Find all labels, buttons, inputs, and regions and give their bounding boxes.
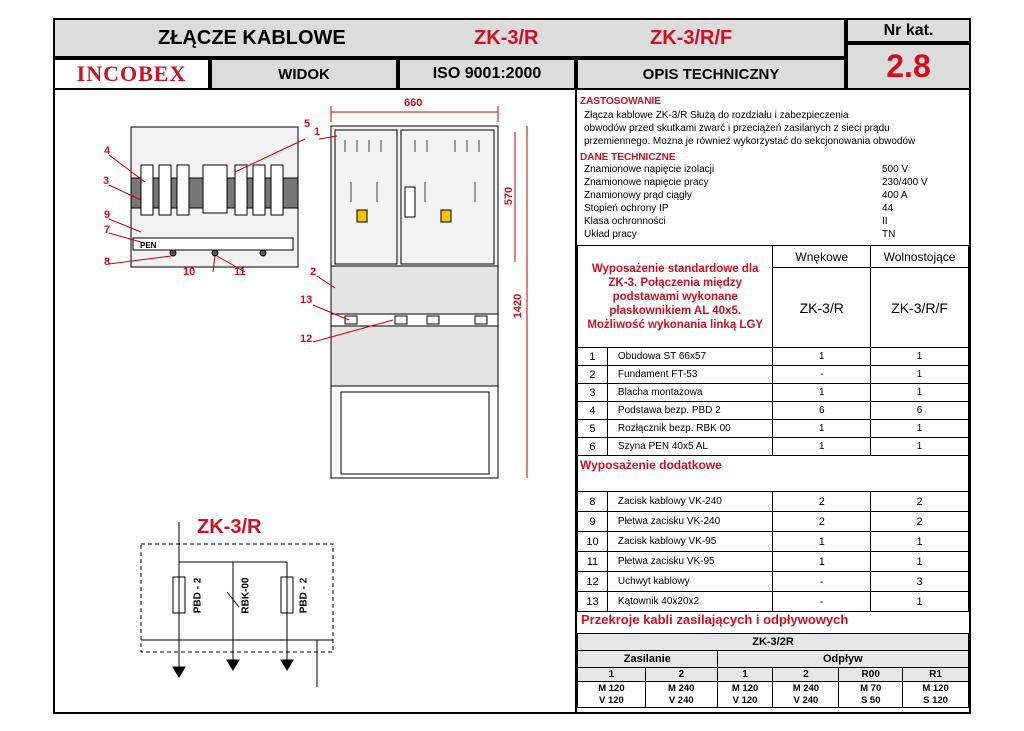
spec-name: Układ pracy — [584, 229, 637, 240]
row-name: Uchwyt kablowy — [607, 572, 772, 592]
row-no: 4 — [578, 402, 608, 420]
table-row — [578, 552, 969, 572]
spec-value: 230/400 V — [882, 177, 928, 188]
header-model-1: ZK-3/R — [474, 27, 539, 49]
cable-value: M 120 — [922, 682, 949, 694]
row-b: 1 — [871, 420, 969, 438]
table-row — [578, 492, 969, 512]
dim-upper: 570 — [503, 186, 516, 206]
incobex-logo: INCOBEX — [76, 61, 187, 86]
row-name: Fundament FT-53 — [607, 366, 772, 384]
cable-value: V 240 — [668, 694, 694, 706]
spec-row — [584, 216, 964, 229]
spec-name: Stopień ochrony IP — [584, 203, 669, 214]
standard-equipment-desc: Wyposażenie standardowe dla ZK-3. Połączenia między podstawami wykonane płaskownikiem AL 40x5. Możliwość wykonania linką LGY — [587, 262, 764, 331]
callout-3: 3 — [103, 175, 110, 187]
callout-10: 10 — [183, 266, 196, 278]
callout-4: 4 — [104, 145, 111, 157]
technical-heading: DANE TECHNICZNE — [580, 152, 676, 163]
application-line-1: Złącza kablowe ZK-3/R Służą do rozdziału i zabezpieczenia — [584, 110, 849, 121]
row-name: Zacisk kablowy VK-240 — [607, 492, 772, 512]
row-no: 10 — [578, 532, 608, 552]
callout-9: 9 — [104, 209, 111, 221]
spec-value: TN — [882, 229, 896, 240]
callout-2: 2 — [310, 266, 317, 278]
row-b: 2 — [871, 512, 969, 532]
row-b: 1 — [871, 438, 969, 456]
schema-label-pbd-left: PBD - 2 — [192, 577, 204, 614]
row-name: Zacisk kablowy VK-95 — [607, 532, 772, 552]
row-b: 6 — [871, 402, 969, 420]
cable-cell — [773, 682, 839, 708]
extra-equipment-heading-cell — [578, 456, 969, 492]
cables-model-cell — [578, 634, 969, 651]
cable-col-header: R00 — [839, 668, 903, 682]
callout-13: 13 — [300, 294, 313, 306]
cables-group-supply — [578, 651, 718, 668]
technical-drawing — [55, 92, 573, 712]
dim-total: 1420 — [512, 293, 525, 319]
view-label: WIDOK — [278, 65, 330, 83]
header-model-2: ZK-3/R/F — [650, 27, 733, 49]
table-row — [578, 512, 969, 532]
row-name: Obudowa ST 66x57 — [607, 348, 772, 366]
row-name: Podstawa bezp. PBD 2 — [607, 402, 772, 420]
table-row — [578, 384, 969, 402]
row-b: 1 — [871, 348, 969, 366]
table-row — [578, 348, 969, 366]
row-name: Szyna PEN 40x5 AL — [607, 438, 772, 456]
row-name: Płetwa zacisku VK-95 — [607, 552, 772, 572]
callout-7: 7 — [104, 224, 111, 236]
model-zk3r — [773, 268, 871, 348]
cables-table — [577, 633, 969, 708]
cables-group-outlet — [717, 651, 968, 668]
row-b: 2 — [871, 492, 969, 512]
standard-equipment-text — [578, 246, 773, 348]
cable-col-header: R1 — [903, 668, 969, 682]
row-a: - — [773, 572, 871, 592]
row-a: - — [773, 366, 871, 384]
row-no: 9 — [578, 512, 608, 532]
schema-label-pbd-right: PBD - 2 — [298, 577, 310, 614]
callout-5: 5 — [304, 118, 311, 130]
row-b: 1 — [871, 366, 969, 384]
row-no: 1 — [578, 348, 608, 366]
row-b: 1 — [871, 592, 969, 612]
iso-label: ISO 9001:2000 — [432, 65, 542, 82]
cable-value: M 120 — [731, 682, 759, 694]
row-a: 1 — [773, 438, 871, 456]
spec-value: 400 A — [882, 190, 908, 201]
table-row — [578, 366, 969, 384]
row-a: 2 — [773, 512, 871, 532]
row-a: 1 — [773, 532, 871, 552]
cable-cell — [717, 682, 773, 708]
row-name: Kątownik 40x20x2 — [607, 592, 772, 612]
spec-name: Znamionowe napięcie izolacji — [584, 164, 715, 175]
pen-label: PEN — [140, 241, 157, 250]
header-title: ZŁĄCZE KABLOWE — [158, 27, 346, 49]
model-zk3rf — [871, 268, 969, 348]
cable-cell — [839, 682, 903, 708]
spec-row — [584, 203, 964, 216]
application-line-2: obwodów przed skutkami zwarć i przeciążeń zasilanych z sieci prądu — [584, 123, 890, 134]
equipment-table — [577, 245, 969, 612]
spec-row — [584, 229, 964, 242]
spec-name: Znamionowy prąd ciągły — [584, 190, 692, 201]
model-label: ZK-3/R/F — [891, 299, 948, 316]
spec-row — [584, 190, 964, 203]
spec-row — [584, 164, 964, 177]
callout-11: 11 — [234, 266, 246, 278]
cable-col-header: 1 — [717, 668, 773, 682]
catalog-label-cell — [846, 18, 971, 43]
col-header-wnekowe — [773, 246, 871, 268]
catalog-label: Nr kat. — [883, 21, 934, 39]
row-no: 6 — [578, 438, 608, 456]
spec-value: 44 — [882, 203, 894, 214]
row-a: 1 — [773, 348, 871, 366]
table-row — [578, 420, 969, 438]
row-no: 8 — [578, 492, 608, 512]
cables-heading: Przekroje kabli zasilających i odpływowych — [581, 612, 849, 627]
row-b: 3 — [871, 572, 969, 592]
cable-value: M 240 — [792, 682, 820, 694]
row-a: 2 — [773, 492, 871, 512]
table-row — [578, 532, 969, 552]
cable-cell — [645, 682, 717, 708]
cable-value: S 50 — [860, 694, 881, 706]
cable-value: M 120 — [598, 682, 625, 694]
catalog-value: 2.8 — [886, 48, 931, 84]
row-b: 1 — [871, 384, 969, 402]
application-line-3: przemiennego. Można je również wykorzystać do sekcjonowania obwodów — [584, 136, 916, 147]
col-header-wolnostojace — [871, 246, 969, 268]
cable-cell — [903, 682, 969, 708]
cable-value: V 240 — [793, 694, 819, 706]
row-a: - — [773, 592, 871, 612]
group-label: Zasilanie — [623, 653, 671, 665]
group-label: Odpływ — [822, 653, 863, 665]
cable-value: V 120 — [599, 694, 624, 706]
catalog-value-cell — [846, 43, 971, 90]
row-a: 6 — [773, 402, 871, 420]
row-no: 13 — [578, 592, 608, 612]
spec-value: II — [882, 216, 888, 227]
cable-value: S 120 — [923, 694, 948, 706]
row-b: 1 — [871, 532, 969, 552]
callout-1: 1 — [314, 126, 321, 138]
cables-model: ZK-3/2R — [752, 636, 794, 648]
cable-value: M 70 — [860, 682, 882, 694]
table-row — [578, 572, 969, 592]
cable-cell — [578, 682, 646, 708]
row-no: 3 — [578, 384, 608, 402]
extra-equipment-heading: Wyposażenie dodatkowe — [580, 458, 722, 472]
table-row — [578, 592, 969, 612]
desc-label: OPIS TECHNICZNY — [642, 65, 780, 83]
col-label: Wolnostojące — [883, 249, 956, 264]
row-a: 1 — [773, 420, 871, 438]
spec-row — [584, 177, 964, 190]
iso-cell — [398, 58, 576, 90]
spec-name: Klasa ochronności — [584, 216, 666, 227]
cable-col-header: 2 — [645, 668, 717, 682]
table-row — [578, 402, 969, 420]
cable-col-header: 1 — [578, 668, 646, 682]
row-b: 1 — [871, 552, 969, 572]
row-name: Blacha montażowa — [607, 384, 772, 402]
row-no: 12 — [578, 572, 608, 592]
row-a: 1 — [773, 384, 871, 402]
spec-name: Znamionowe napięcie pracy — [584, 177, 709, 188]
row-no: 2 — [578, 366, 608, 384]
schema-label-rbk: RBK-00 — [240, 577, 252, 614]
cable-value: V 120 — [732, 694, 758, 706]
cable-value: M 240 — [668, 682, 695, 694]
dim-width: 660 — [404, 97, 423, 109]
row-no: 11 — [578, 552, 608, 572]
row-a: 1 — [773, 552, 871, 572]
row-no: 5 — [578, 420, 608, 438]
row-name: Rozłącznik bezp. RBK 00 — [607, 420, 772, 438]
row-name: Płetwa zacisku VK-240 — [607, 512, 772, 532]
view-cell — [210, 58, 398, 90]
desc-cell — [576, 58, 846, 90]
callout-12: 12 — [300, 333, 313, 345]
callout-8: 8 — [104, 256, 111, 268]
logo-cell — [53, 58, 210, 90]
table-row — [578, 438, 969, 456]
model-label: ZK-3/R — [799, 299, 844, 316]
application-heading: ZASTOSOWANIE — [580, 96, 661, 107]
cable-col-header: 2 — [773, 668, 839, 682]
spec-value: 500 V — [882, 164, 909, 175]
col-label: Wnękowe — [795, 249, 849, 264]
schema-title: ZK-3/R — [197, 516, 262, 538]
